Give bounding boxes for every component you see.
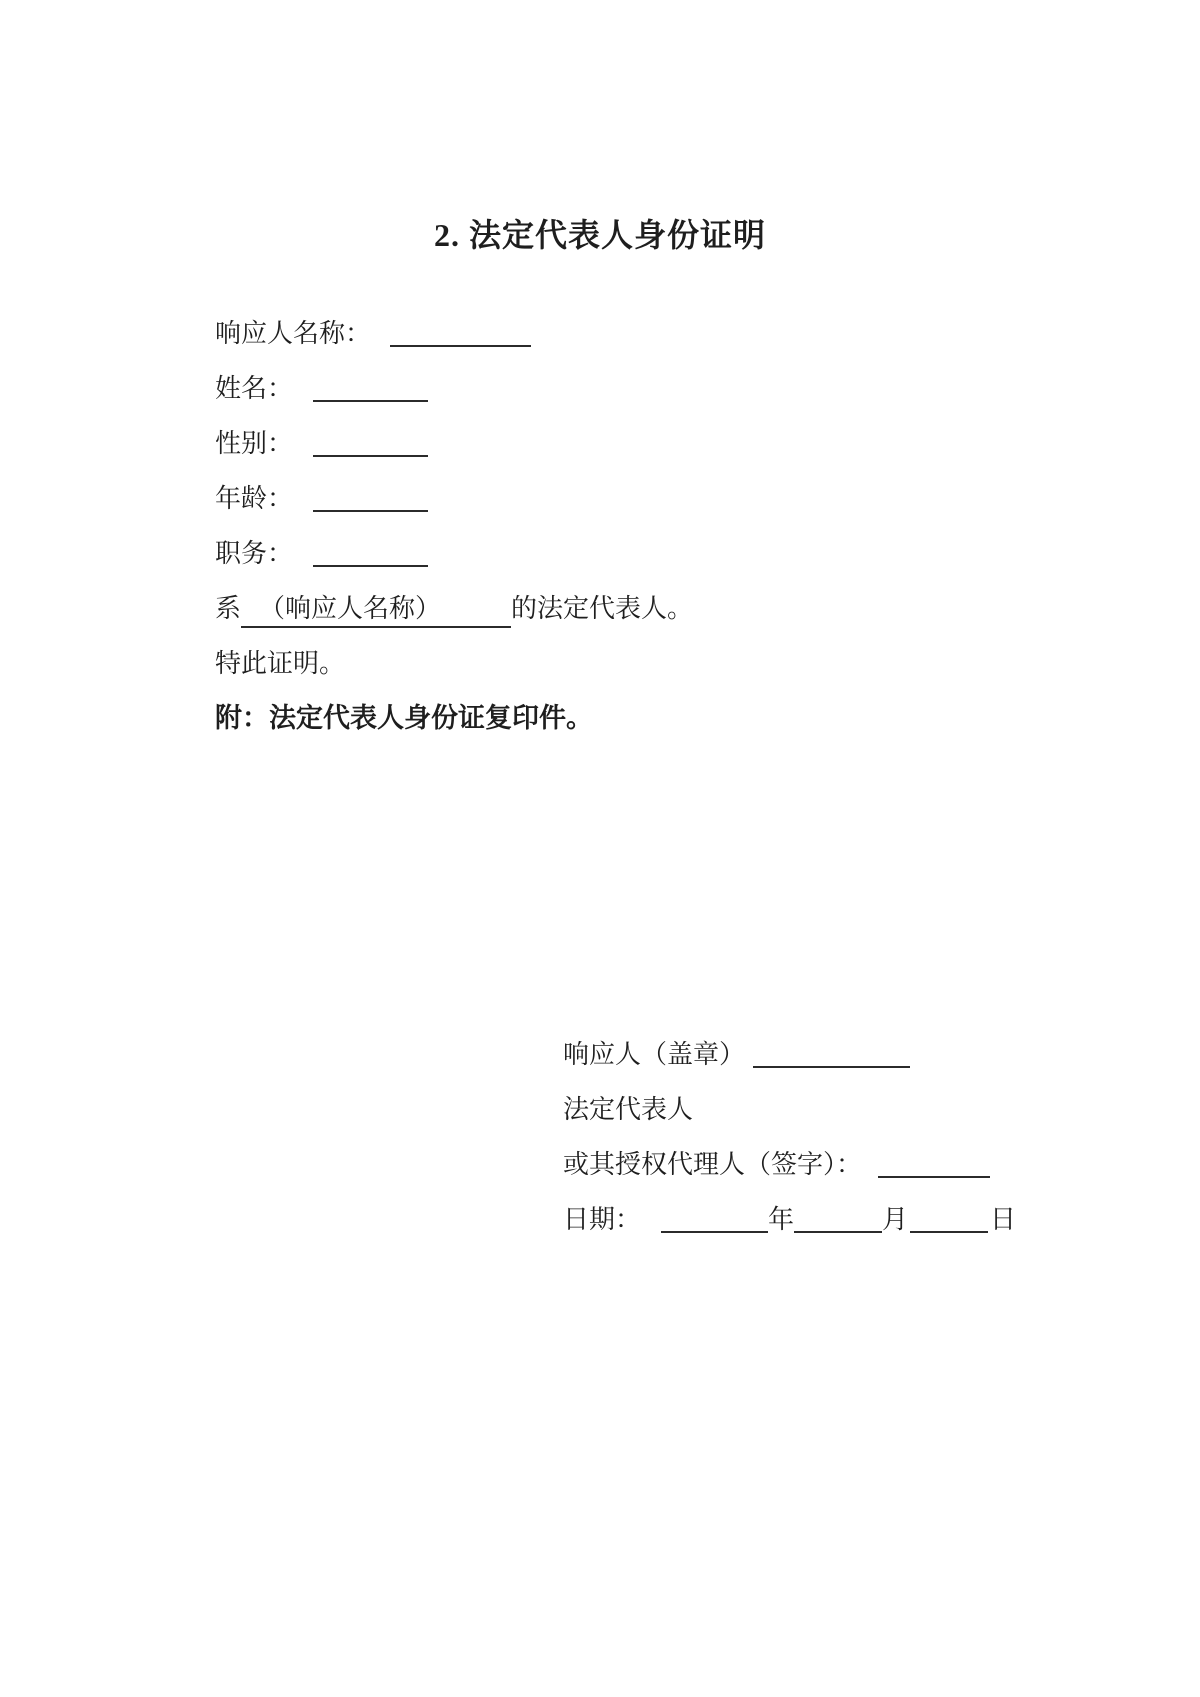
legal-rep-label: 法定代表人: [563, 1095, 694, 1124]
statement-blank-with-hint: （响应人名称）: [241, 594, 511, 628]
stamp-blank: [753, 1048, 910, 1068]
position-label: 职务：: [215, 539, 294, 568]
agent-signature-row: [563, 1137, 1016, 1192]
statement-prefix: 系: [215, 594, 242, 623]
identity-form-block: [215, 306, 693, 746]
agent-signature-blank: [878, 1158, 990, 1178]
date-day-blank: [910, 1213, 988, 1233]
certification-row: [215, 636, 693, 691]
field-row-gender: [215, 416, 693, 471]
attachment-note-text: 附：法定代表人身份证复印件。: [215, 703, 593, 733]
month-label: 月: [882, 1205, 909, 1234]
gender-label: 性别：: [215, 429, 294, 458]
date-row: [563, 1192, 1016, 1247]
day-label: 日: [990, 1205, 1017, 1234]
date-year-blank: [661, 1213, 768, 1233]
field-row-age: [215, 471, 693, 526]
respondent-name-label: 响应人名称：: [215, 319, 372, 348]
age-label: 年龄：: [215, 484, 294, 513]
year-label: 年: [768, 1205, 795, 1234]
position-blank: [313, 547, 428, 567]
gender-blank: [313, 437, 428, 457]
name-blank: [313, 382, 428, 402]
age-blank: [313, 492, 428, 512]
date-label: 日期：: [563, 1205, 642, 1234]
field-row-name: [215, 361, 693, 416]
legal-rep-statement-row: [215, 581, 693, 636]
agent-label: 或其授权代理人（签字）：: [563, 1150, 863, 1179]
field-row-respondent-name: [215, 306, 693, 361]
stamp-label: 响应人（盖章）: [563, 1040, 746, 1069]
respondent-name-blank: [390, 327, 531, 347]
attachment-note-row: [215, 691, 693, 746]
signature-block: [563, 1027, 1016, 1247]
statement-suffix: 的法定代表人。: [511, 594, 694, 623]
date-month-blank: [794, 1213, 882, 1233]
legal-rep-row: [563, 1082, 1016, 1137]
field-row-position: [215, 526, 693, 581]
page-title: 2. 法定代表人身份证明: [433, 217, 766, 253]
certification-text: 特此证明。: [215, 649, 346, 678]
name-label: 姓名：: [215, 374, 294, 403]
stamp-row: [563, 1027, 1016, 1082]
